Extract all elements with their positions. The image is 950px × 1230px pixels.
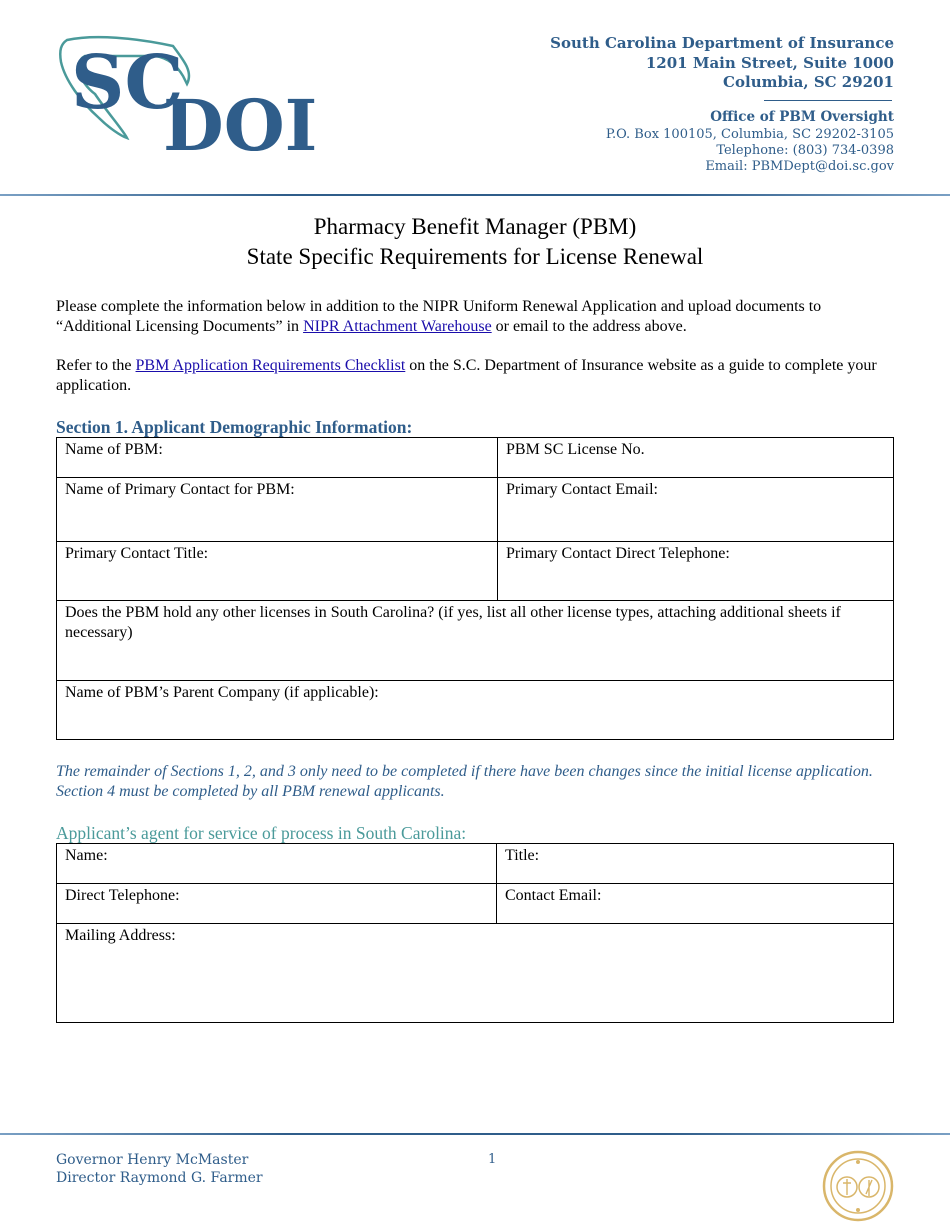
org-city: Columbia, SC 29201 — [723, 73, 894, 91]
contact-phone-label: Primary Contact Direct Telephone: — [506, 545, 730, 562]
license-no-field[interactable] — [498, 438, 894, 478]
license-no-label: PBM SC License No. — [506, 441, 645, 458]
section-1-table — [56, 437, 894, 740]
org-street: 1201 Main Street, Suite 1000 — [645, 53, 894, 72]
agent-email-label: Contact Email: — [505, 887, 602, 904]
agent-table — [56, 843, 894, 1023]
agent-title-field[interactable] — [497, 844, 894, 884]
agent-address-label: Mailing Address: — [65, 927, 176, 944]
title-line-2: State Specific Requirements for License Renewal — [246, 244, 704, 269]
contact-email-label: Primary Contact Email: — [506, 481, 658, 498]
agent-phone-field[interactable] — [57, 884, 497, 924]
telephone: Telephone: (803) 734-0398 — [716, 143, 894, 158]
office-contact — [606, 127, 894, 175]
contact-title-label: Primary Contact Title: — [65, 545, 209, 562]
org-name: South Carolina Department of Insurance — [550, 34, 894, 52]
logo-letters-doi: DOI — [163, 84, 318, 157]
contact-email-field[interactable] — [498, 478, 894, 542]
instruction-note: The remainder of Sections 1, 2, and 3 only need to be completed if there have been changes since the initial license application. Section 4 must be completed by all PBM renewal applicants. — [56, 763, 873, 800]
contact-name-label: Name of Primary Contact for PBM: — [65, 481, 295, 498]
page-title — [0, 212, 950, 272]
parent-company-field[interactable] — [57, 681, 894, 740]
checklist-link[interactable]: PBM Application Requirements Checklist — [135, 357, 406, 374]
other-licenses-label: Does the PBM hold any other licenses in South Carolina? (if yes, list all other license types, attaching additional sheets if necessary) — [65, 604, 841, 641]
agent-title-label: Title: — [505, 847, 540, 864]
pbm-name-label: Name of PBM: — [65, 441, 163, 458]
footer-officials — [56, 1151, 263, 1187]
agent-heading: Applicant’s agent for service of process in South Carolina: — [56, 823, 467, 843]
contact-title-field[interactable] — [57, 542, 498, 601]
intro-paragraph-1: Please complete the information below in addition to the NIPR Uniform Renewal Application and upload documents to “Additional Licensing Documents” in NIPR Attachment Warehouse or email to the address above. — [56, 298, 822, 335]
state-seal-icon — [822, 1150, 894, 1222]
header-band — [0, 194, 950, 196]
contact-phone-field[interactable] — [498, 542, 894, 601]
scdoi-logo — [55, 32, 325, 157]
title-line-1: Pharmacy Benefit Manager (PBM) — [313, 214, 637, 239]
nipr-warehouse-link[interactable]: NIPR Attachment Warehouse — [303, 317, 492, 335]
header-rule — [764, 100, 892, 101]
agent-email-field[interactable] — [497, 884, 894, 924]
footer-band — [0, 1133, 950, 1135]
contact-name-field[interactable] — [57, 478, 498, 542]
agent-address-field[interactable] — [57, 924, 894, 1023]
agent-phone-label: Direct Telephone: — [65, 887, 180, 904]
agent-name-label: Name: — [65, 847, 108, 864]
pbm-name-field[interactable] — [57, 438, 498, 478]
page-number: 1 — [488, 1152, 497, 1167]
other-licenses-field[interactable] — [57, 601, 894, 681]
agent-name-field[interactable] — [57, 844, 497, 884]
governor: Governor Henry McMaster — [56, 1152, 249, 1168]
po-box: P.O. Box 100105, Columbia, SC 29202-3105 — [605, 127, 894, 142]
office-name: Office of PBM Oversight — [710, 109, 894, 125]
parent-company-label: Name of PBM’s Parent Company (if applicable): — [65, 684, 379, 701]
director: Director Raymond G. Farmer — [56, 1170, 263, 1186]
email: Email: PBMDept@doi.sc.gov — [705, 159, 894, 174]
logo-letters-sc: SC — [71, 40, 184, 126]
org-address — [550, 34, 894, 93]
intro-paragraph-2: Refer to the PBM Application Requirements Checklist on the S.C. Department of Insurance website as a guide to complete your application. — [56, 357, 877, 394]
section-1-heading: Section 1. Applicant Demographic Information: — [56, 417, 413, 437]
